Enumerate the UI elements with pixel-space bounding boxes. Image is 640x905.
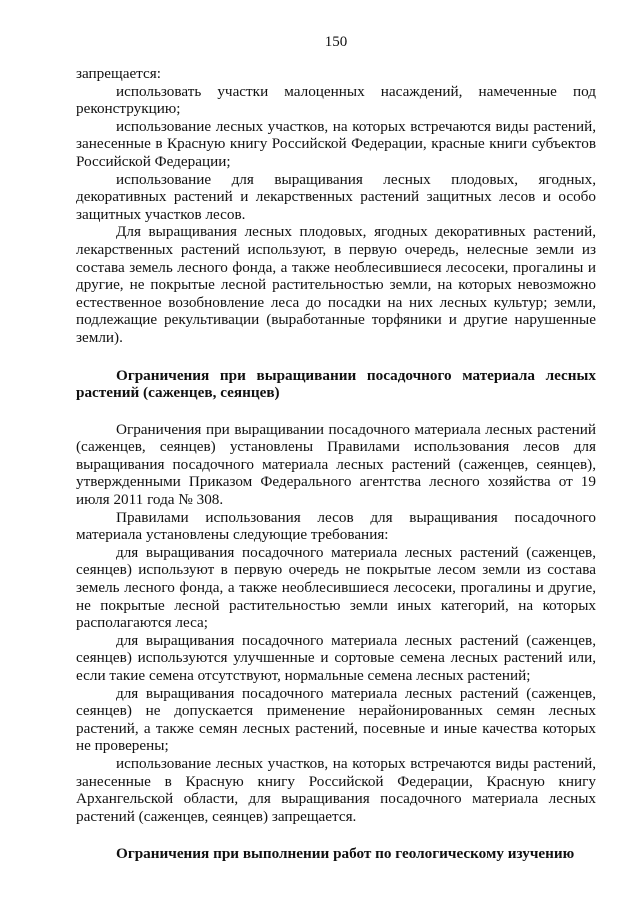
spacer bbox=[76, 825, 596, 845]
paragraph: Правилами использования лесов для выращивания посадочного материала установлены следующие требования: bbox=[76, 508, 596, 544]
page-content bbox=[76, 65, 596, 863]
paragraph: использование лесных участков, на которых встречаются виды растений, занесенные в Красную книгу Российской Федерации, Красную книгу Архангельской области, для выращивания посадочного материала лесных растений (саженцев, сеянцев) запрещается. bbox=[76, 754, 596, 825]
paragraph: запрещается: bbox=[76, 65, 161, 82]
paragraph: Ограничения при выращивании посадочного материала лесных растений (саженцев, сеянцев) установлены Правилами использования лесов для выращивания посадочного материала лесных растений (саженцев, сеянцев), утвержденными Приказом Федерального агентства лесного хозяйства от 19 июля 2011 года № 308. bbox=[76, 420, 596, 509]
paragraph: для выращивания посадочного материала лесных растений (саженцев, сеянцев) используют в первую очередь не покрытые лесом земли из состава земель лесного фонда, а также необлесившиеся лесосеки, прогалины и другие, не покрытые лесной растительностью земли иных категорий, на которых располагаются леса; bbox=[76, 543, 596, 632]
page-number: 150 bbox=[324, 34, 348, 50]
paragraph: использование для выращивания лесных плодовых, ягодных, декоративных растений и лекарственных растений защитных лесов и особо защитных участков лесов. bbox=[76, 170, 596, 223]
section-heading: Ограничения при выращивании посадочного материала лесных растений (саженцев, сеянцев) bbox=[76, 366, 596, 402]
paragraph: использовать участки малоценных насаждений, намеченные под реконструкцию; bbox=[76, 82, 596, 118]
section-heading: Ограничения при выполнении работ по геологическому изучению bbox=[116, 845, 575, 863]
paragraph: использование лесных участков, на которых встречаются виды растений, занесенные в Красную книгу Российской Федерации, красные книги субъектов Российской Федерации; bbox=[76, 117, 596, 170]
spacer bbox=[76, 402, 596, 421]
paragraph: для выращивания посадочного материала лесных растений (саженцев, сеянцев) используются улучшенные и сортовые семена лесных растений или, если такие семена отсутствуют, нормальные семена лесных растений; bbox=[76, 631, 596, 684]
paragraph: для выращивания посадочного материала лесных растений (саженцев, сеянцев) не допускается применение нерайонированных семян лесных растений, а также семян лесных растений, посевные и иные качества которых не проверены; bbox=[76, 684, 596, 755]
paragraph: Для выращивания лесных плодовых, ягодных декоративных растений, лекарственных растений используют, в первую очередь, нелесные земли из состава земель лесного фонда, а также необлесившиеся лесосеки, прогалины и другие, не покрытые лесной растительностью земли, на которых невозможно естественное возобновление леса до посадки на них лесных культур; земли, подлежащие рекультивации (выработанные торфяники и другие нарушенные земли). bbox=[76, 223, 596, 346]
spacer bbox=[76, 347, 596, 367]
